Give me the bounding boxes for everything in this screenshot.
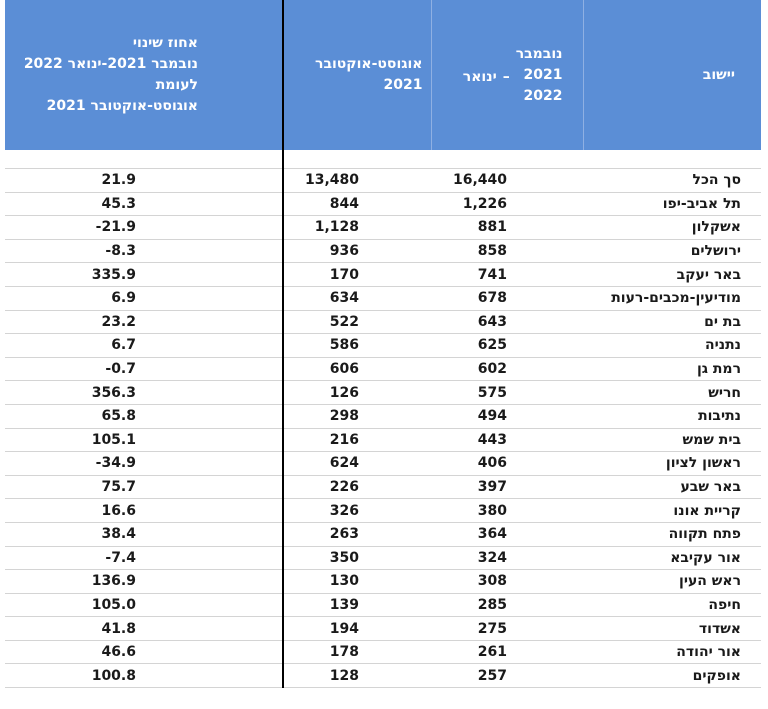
nov-jan-cell[interactable]: 575 — [431, 381, 583, 405]
town-cell[interactable]: ראש העין — [583, 570, 761, 594]
town-cell[interactable]: ירושלים — [583, 239, 761, 263]
pct-change-cell[interactable]: 41.8 — [5, 617, 283, 641]
pct-change-cell[interactable]: 105.0 — [5, 593, 283, 617]
aug-oct-cell[interactable]: 298 — [283, 404, 431, 428]
town-cell[interactable]: קריית אונו — [583, 499, 761, 523]
pct-change-cell[interactable]: 6.7 — [5, 334, 283, 358]
table-row — [5, 263, 761, 287]
pct-change-cell[interactable]: 0.7- — [5, 357, 283, 381]
pct-change-cell[interactable]: 6.9 — [5, 286, 283, 310]
nov-jan-cell[interactable]: 257 — [431, 664, 583, 688]
header-aug-oct-line1: אוגוסט-אוקטובר — [315, 56, 423, 72]
header-nov-jan-line3: 2022 — [523, 87, 563, 104]
town-cell[interactable]: רמת גן — [583, 357, 761, 381]
pct-change-cell[interactable]: 100.8 — [5, 664, 283, 688]
table-row — [5, 239, 761, 263]
table-row — [5, 357, 761, 381]
town-cell[interactable]: תל אביב-יפו — [583, 192, 761, 216]
aug-oct-cell[interactable]: 1,128 — [283, 216, 431, 240]
header-aug-oct-line2: 2021 — [383, 77, 423, 93]
aug-oct-cell[interactable]: 194 — [283, 617, 431, 641]
town-cell[interactable]: באר יעקב — [583, 263, 761, 287]
pct-change-cell[interactable]: 21.9 — [5, 169, 283, 193]
aug-oct-cell[interactable]: 624 — [283, 452, 431, 476]
table-row — [5, 617, 761, 641]
nov-jan-cell[interactable]: 494 — [431, 404, 583, 428]
aug-oct-cell[interactable]: 634 — [283, 286, 431, 310]
nov-jan-cell[interactable]: 858 — [431, 239, 583, 263]
town-cell[interactable]: באר שבע — [583, 475, 761, 499]
header-pct-line1: אחוז שינוי — [132, 35, 198, 51]
table-row — [5, 334, 761, 358]
pct-change-cell[interactable]: 335.9 — [5, 263, 283, 287]
town-cell[interactable]: מודיעין-מכבים-רעות — [583, 286, 761, 310]
town-cell[interactable]: חריש — [583, 381, 761, 405]
header-nov-jan[interactable] — [431, 0, 583, 150]
table-row — [5, 286, 761, 310]
table-row — [5, 570, 761, 594]
table-row — [5, 381, 761, 405]
aug-oct-cell[interactable]: 350 — [283, 546, 431, 570]
town-cell[interactable]: אור עקיבא — [583, 546, 761, 570]
nov-jan-cell[interactable]: 881 — [431, 216, 583, 240]
town-cell[interactable]: נתיבות — [583, 404, 761, 428]
table-row — [5, 593, 761, 617]
nov-jan-cell[interactable]: 261 — [431, 640, 583, 664]
header-pct-change[interactable] — [5, 0, 283, 150]
town-cell[interactable]: ראשון לציון — [583, 452, 761, 476]
pct-change-cell[interactable]: 16.6 — [5, 499, 283, 523]
nov-jan-cell[interactable]: 16,440 — [431, 169, 583, 193]
aug-oct-cell[interactable]: 178 — [283, 640, 431, 664]
table-row — [5, 664, 761, 688]
nov-jan-cell[interactable]: 397 — [431, 475, 583, 499]
table-row — [5, 546, 761, 570]
header-nov-jan-line2: 2021 — [523, 66, 563, 83]
nov-jan-cell[interactable]: 643 — [431, 310, 583, 334]
table-row — [5, 640, 761, 664]
aug-oct-cell[interactable]: 139 — [283, 593, 431, 617]
town-cell[interactable]: פתח תקווה — [583, 522, 761, 546]
table-row — [5, 310, 761, 334]
header-row — [5, 0, 761, 150]
aug-oct-cell[interactable]: 226 — [283, 475, 431, 499]
nov-jan-cell[interactable]: 678 — [431, 286, 583, 310]
aug-oct-cell[interactable]: 216 — [283, 428, 431, 452]
pct-change-cell[interactable]: 65.8 — [5, 404, 283, 428]
nov-jan-cell[interactable]: 380 — [431, 499, 583, 523]
town-cell[interactable]: אשדוד — [583, 617, 761, 641]
aug-oct-cell[interactable]: 126 — [283, 381, 431, 405]
pct-change-cell[interactable]: 38.4 — [5, 522, 283, 546]
pct-change-cell[interactable]: 45.3 — [5, 192, 283, 216]
header-nov-jan-line1: נובמבר — [515, 45, 563, 62]
nov-jan-cell[interactable]: 625 — [431, 334, 583, 358]
pct-change-cell[interactable]: 23.2 — [5, 310, 283, 334]
table-row — [5, 522, 761, 546]
aug-oct-cell[interactable]: 936 — [283, 239, 431, 263]
nov-jan-cell[interactable]: 741 — [431, 263, 583, 287]
pct-change-cell[interactable]: 356.3 — [5, 381, 283, 405]
header-pct-line4: אוגוסט-אוקטובר 2021 — [46, 98, 198, 114]
pct-change-cell[interactable]: 105.1 — [5, 428, 283, 452]
aug-oct-cell[interactable]: 606 — [283, 357, 431, 381]
header-nov-jan-dash: – — [502, 68, 510, 85]
nov-jan-cell[interactable]: 275 — [431, 617, 583, 641]
town-cell[interactable]: נתניה — [583, 334, 761, 358]
header-nov-jan-side: ינואר — [462, 68, 497, 85]
table-row — [5, 404, 761, 428]
aug-oct-cell[interactable]: 586 — [283, 334, 431, 358]
header-aug-oct[interactable] — [283, 0, 431, 150]
town-cell[interactable]: אופקים — [583, 664, 761, 688]
town-cell[interactable]: חיפה — [583, 593, 761, 617]
table-row — [5, 475, 761, 499]
nov-jan-cell[interactable]: 443 — [431, 428, 583, 452]
nov-jan-cell[interactable]: 324 — [431, 546, 583, 570]
town-cell[interactable]: בית שמש — [583, 428, 761, 452]
nov-jan-cell[interactable]: 308 — [431, 570, 583, 594]
aug-oct-cell[interactable]: 13,480 — [283, 169, 431, 193]
table-body — [5, 150, 761, 688]
nov-jan-cell[interactable]: 364 — [431, 522, 583, 546]
pct-change-cell[interactable]: 34.9- — [5, 452, 283, 476]
table-row — [5, 452, 761, 476]
aug-oct-cell[interactable]: 263 — [283, 522, 431, 546]
nov-jan-cell[interactable]: 406 — [431, 452, 583, 476]
town-cell[interactable]: אשקלון — [583, 216, 761, 240]
pct-change-cell[interactable]: 8.3- — [5, 239, 283, 263]
nov-jan-cell[interactable]: 602 — [431, 357, 583, 381]
table-row — [5, 169, 761, 193]
aug-oct-cell[interactable]: 130 — [283, 570, 431, 594]
aug-oct-cell[interactable]: 326 — [283, 499, 431, 523]
nov-jan-cell[interactable]: 1,226 — [431, 192, 583, 216]
nov-jan-cell[interactable]: 285 — [431, 593, 583, 617]
housing-table — [5, 0, 761, 688]
town-cell[interactable]: בת ים — [583, 310, 761, 334]
pct-change-cell[interactable]: 21.9- — [5, 216, 283, 240]
town-cell[interactable]: סך הכל — [583, 169, 761, 193]
aug-oct-cell[interactable]: 128 — [283, 664, 431, 688]
pct-change-cell[interactable]: 7.4- — [5, 546, 283, 570]
pct-change-cell[interactable]: 136.9 — [5, 570, 283, 594]
town-cell[interactable]: אור יהודה — [583, 640, 761, 664]
header-town-label: יישוב — [702, 66, 735, 83]
table-row — [5, 192, 761, 216]
table-row — [5, 216, 761, 240]
aug-oct-cell[interactable]: 522 — [283, 310, 431, 334]
table-row — [5, 499, 761, 523]
header-town[interactable] — [583, 0, 761, 150]
pct-change-cell[interactable]: 46.6 — [5, 640, 283, 664]
aug-oct-cell[interactable]: 844 — [283, 192, 431, 216]
aug-oct-cell[interactable]: 170 — [283, 263, 431, 287]
table-row — [5, 428, 761, 452]
header-pct-line3: לעומת — [155, 77, 198, 93]
pct-change-cell[interactable]: 75.7 — [5, 475, 283, 499]
spacer-row — [5, 150, 761, 169]
header-pct-line2: נובמבר 2021-ינואר 2022 — [23, 56, 198, 72]
